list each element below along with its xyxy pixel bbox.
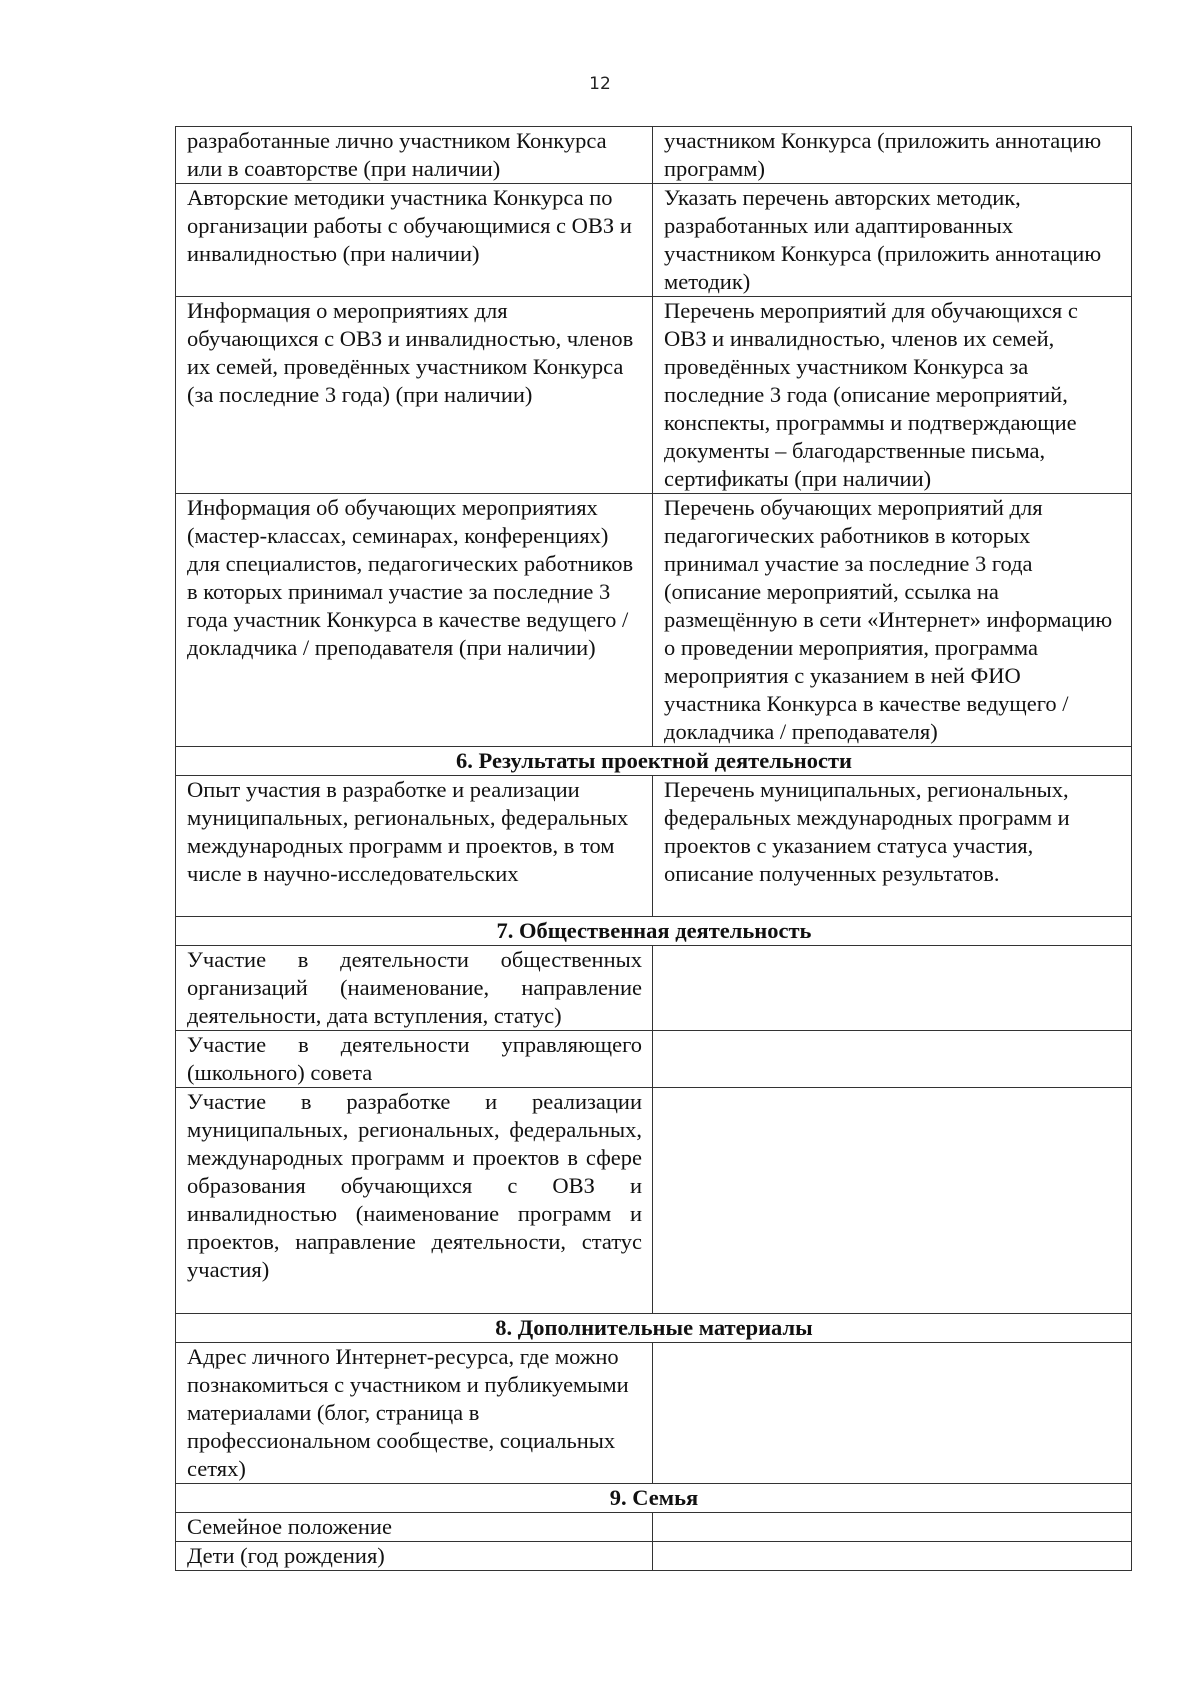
row-label: Семейное положение [176, 1513, 653, 1542]
section-header-row [176, 1314, 1132, 1343]
row-value: Перечень мероприятий для обучающихся с ОВЗ и инвалидностью, членов их семей, проведённых участником Конкурса за последние 3 года (описание мероприятий, конспекты, программы и подтверждающие документы – благодарственные письма, сертификаты (при наличии) [653, 297, 1132, 494]
section-header-row [176, 747, 1132, 776]
row-label: Опыт участия в разработке и реализации муниципальных, региональных, федеральных международных программ и проектов, в том числе в научно-исследовательских [176, 776, 653, 917]
row-value [653, 1542, 1132, 1571]
table-row [176, 1513, 1132, 1542]
section-title: 6. Результаты проектной деятельности [176, 747, 1132, 776]
row-value: Перечень муниципальных, региональных, федеральных международных программ и проектов с указанием статуса участия, описание полученных результатов. [653, 776, 1132, 917]
row-value [653, 1031, 1132, 1088]
table-row [176, 776, 1132, 917]
table-row [176, 184, 1132, 297]
row-value [653, 1088, 1132, 1314]
participant-info-table [175, 126, 1132, 1571]
section-title: 7. Общественная деятельность [176, 917, 1132, 946]
row-label: Адрес личного Интернет-ресурса, где можно познакомиться с участником и публикуемыми материалами (блог, страница в профессиональном сообществе, социальных сетях) [176, 1343, 653, 1484]
table-row [176, 946, 1132, 1031]
table-row [176, 1542, 1132, 1571]
section-header-row [176, 1484, 1132, 1513]
table-row [176, 1031, 1132, 1088]
row-value: Перечень обучающих мероприятий для педагогических работников в которых принимал участие за последние 3 года (описание мероприятий, ссылка на размещённую в сети «Интернет» информацию о проведении мероприятия, программа мероприятия с указанием в ней ФИО участника Конкурса в качестве ведущего / докладчика / преподавателя) [653, 494, 1132, 747]
row-label: Дети (год рождения) [176, 1542, 653, 1571]
row-value: участником Конкурса (приложить аннотацию программ) [653, 127, 1132, 184]
row-value: Указать перечень авторских методик, разработанных или адаптированных участником Конкурса (приложить аннотацию методик) [653, 184, 1132, 297]
table-row [176, 494, 1132, 747]
table-row [176, 297, 1132, 494]
row-value [653, 1513, 1132, 1542]
row-label: Участие в разработке и реализации муниципальных, региональных, федеральных, международных программ и проектов в сфере образования обучающихся с ОВЗ и инвалидностью (наименование программ и проектов, направление деятельности, статус участия) [176, 1088, 653, 1314]
row-label: Участие в деятельности общественных организаций (наименование, направление деятельности, дата вступления, статус) [176, 946, 653, 1031]
row-value [653, 946, 1132, 1031]
section-header-row [176, 917, 1132, 946]
section-title: 8. Дополнительные материалы [176, 1314, 1132, 1343]
section-title: 9. Семья [176, 1484, 1132, 1513]
page-number: 12 [589, 74, 611, 94]
table-row [176, 1088, 1132, 1314]
row-label: Авторские методики участника Конкурса по организации работы с обучающимися с ОВЗ и инвалидностью (при наличии) [176, 184, 653, 297]
row-value [653, 1343, 1132, 1484]
table-row [176, 1343, 1132, 1484]
table-row [176, 127, 1132, 184]
row-label: Информация о мероприятиях для обучающихся с ОВЗ и инвалидностью, членов их семей, проведённых участником Конкурса (за последние 3 года) (при наличии) [176, 297, 653, 494]
row-label: Информация об обучающих мероприятиях (мастер-классах, семинарах, конференциях) для специалистов, педагогических работников в которых принимал участие за последние 3 года участник Конкурса в качестве ведущего / докладчика / преподавателя (при наличии) [176, 494, 653, 747]
row-label: разработанные лично участником Конкурса или в соавторстве (при наличии) [176, 127, 653, 184]
row-label: Участие в деятельности управляющего (школьного) совета [176, 1031, 653, 1088]
